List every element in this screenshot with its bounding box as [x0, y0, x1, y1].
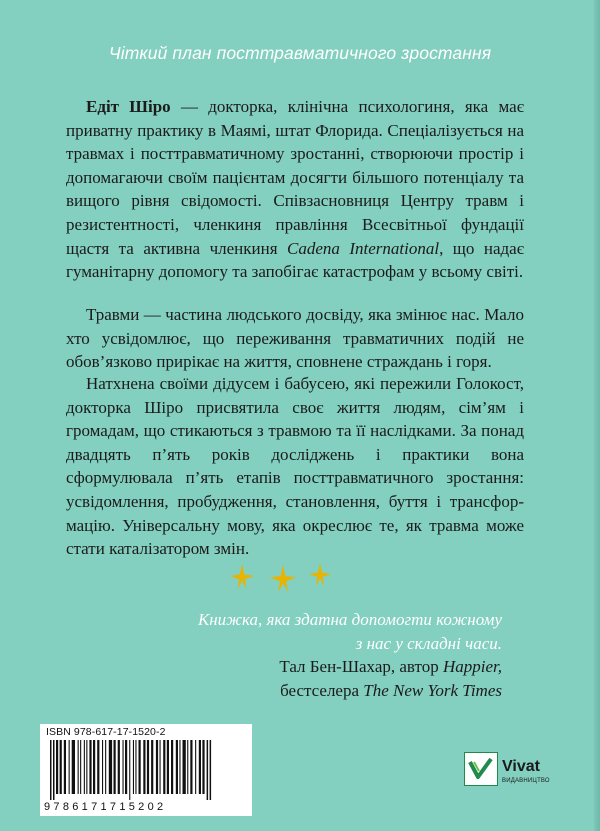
body-paragraph-1-text: Травми — частина людського досвіду, яка змінює нас. Мало хто усвідомлює, що переживання травматичних подій не обов’язково прирікає на життя, сповнене страждань і горя.	[66, 305, 524, 372]
barcode-icon	[48, 740, 244, 800]
star-icon	[270, 565, 296, 592]
publisher-name: Vivat	[502, 758, 540, 775]
star-icon	[230, 564, 254, 589]
attr-line2-pub: The New York Times	[363, 680, 502, 700]
publisher-sub: ВИДАВНИЦТВО	[502, 778, 550, 784]
isbn-label: ISBN 978-617-17-1520-2	[46, 726, 166, 738]
quote-attribution-2	[142, 679, 502, 703]
body-paragraph-2	[66, 372, 524, 561]
body-paragraph-1	[66, 303, 524, 374]
spine-edge	[594, 0, 600, 831]
endorsement-quote	[142, 608, 502, 702]
author-name: Едіт Шіро	[86, 97, 171, 116]
barcode-box	[40, 724, 252, 816]
barcode-digits: 9786171715202	[44, 801, 167, 813]
publisher-logo	[464, 752, 550, 802]
quote-attribution	[142, 655, 502, 679]
vivat-logo-icon	[464, 752, 498, 786]
attr-book: Happier,	[442, 657, 502, 677]
body-paragraph-2-text: Натхнена своїми дідусем і бабусею, які пережили Голокост, докторка Шіро присвятила своє життя людям, сім’ям і громадам, що стикаються з травмою та її наслідками. За понад двадцять п’ять років досліджень і практики вона сформулювала п’ять етапів посттравматичного зростання: усвідомлення, пробудження, становлення, буття і трансформацію. Універсальну мову, яка окреслює те, як травма може стати каталізатором змін.	[66, 374, 524, 559]
author-bio	[66, 95, 524, 284]
bio-text-a: — докторка, клінічна психологиня, яка має приватну практику в Маямі, штат Флорида. Спеціалізується на травмах і посттравматичному зростанні, створюючи простір і допомагаючи своїм пацієнтам досягти більшого потенціалу та вищого рівня свідомості. Співзасновниця Центру травм і резистентності, членкиня правління Всесвітньої фундації щастя та активна членкиня	[66, 97, 525, 258]
star-icon	[309, 563, 331, 586]
attr-prefix: Тал Бен-Шахар, автор	[279, 657, 443, 677]
tagline: Чіткий план посттравматичного зростання	[108, 43, 492, 63]
quote-line-2: з нас у складні часи.	[355, 633, 502, 653]
bio-org: Cadena International	[287, 238, 440, 258]
quote-line-1: Книжка, яка здатна допомогти кожному	[197, 610, 502, 629]
attr-line2-prefix: бестселера	[280, 680, 364, 700]
stars-divider	[0, 562, 600, 594]
bio-text-b: , що надає гуманітарну допомогу та запобігає катастрофам у всьому світі.	[66, 238, 524, 282]
